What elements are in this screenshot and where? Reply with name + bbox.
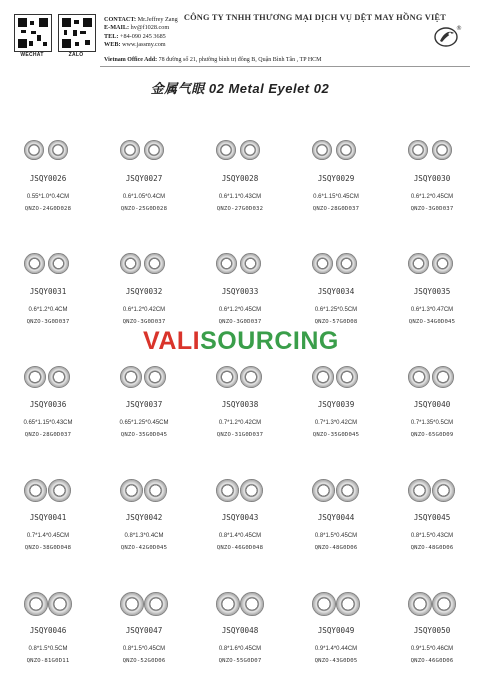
product-item[interactable] bbox=[96, 132, 192, 240]
product-ref: QNZO-25G0D028 bbox=[120, 206, 168, 212]
zalo-label: ZALO bbox=[68, 52, 84, 58]
product-ref: QNZO-43G0D05 bbox=[314, 658, 358, 664]
product-code: JSQY0039 bbox=[317, 400, 355, 409]
web-value[interactable]: www.jassmy.com bbox=[122, 41, 166, 49]
email-label: E-MAIL: bbox=[104, 24, 130, 32]
product-code: JSQY0037 bbox=[125, 400, 163, 409]
eyelet-image bbox=[192, 366, 288, 392]
product-code: JSQY0049 bbox=[317, 626, 355, 635]
product-ref: QNZO-31G0D037 bbox=[216, 432, 264, 438]
product-code: JSQY0045 bbox=[413, 513, 451, 522]
product-code: JSQY0034 bbox=[317, 287, 355, 296]
eyelet-back-icon bbox=[48, 366, 70, 388]
watermark-part2: SOURCING bbox=[200, 327, 339, 355]
product-item[interactable] bbox=[192, 584, 288, 692]
product-code: JSQY0030 bbox=[413, 174, 451, 183]
product-ref: QNZO-3G0D037 bbox=[218, 319, 262, 325]
watermark-part1: VALI bbox=[143, 327, 201, 355]
product-ref: QNZO-81G0D11 bbox=[26, 658, 70, 664]
product-size: 0.6*1.2*0.45CM bbox=[218, 307, 262, 313]
eyelet-image bbox=[96, 592, 192, 618]
eyelet-image bbox=[96, 479, 192, 505]
product-item[interactable] bbox=[384, 358, 480, 466]
product-code: JSQY0032 bbox=[125, 287, 163, 296]
eyelet-front-icon bbox=[120, 479, 143, 502]
product-code: JSQY0040 bbox=[413, 400, 451, 409]
product-item[interactable] bbox=[384, 245, 480, 353]
product-code: JSQY0029 bbox=[317, 174, 355, 183]
product-size: 0.8*1.5*0.45CM bbox=[122, 646, 166, 652]
product-code: JSQY0026 bbox=[29, 174, 67, 183]
product-code: JSQY0035 bbox=[413, 287, 451, 296]
product-size: 0.6*1.2*0.45CM bbox=[410, 194, 454, 200]
eyelet-front-icon bbox=[408, 366, 430, 388]
eyelet-back-icon bbox=[144, 479, 167, 502]
eyelet-image bbox=[96, 366, 192, 392]
office-address bbox=[104, 57, 322, 63]
product-code: JSQY0028 bbox=[221, 174, 259, 183]
eyelet-front-icon bbox=[120, 592, 144, 616]
product-item[interactable] bbox=[288, 245, 384, 353]
wechat-label: WECHAT bbox=[20, 52, 44, 58]
company-name: CÔNG TY TNHH THƯƠNG MẠI DỊCH VỤ DỆT MAY HỒNG VIỆT bbox=[183, 13, 446, 22]
eyelet-back-icon bbox=[240, 140, 260, 160]
eyelet-front-icon bbox=[120, 366, 142, 388]
eyelet-front-icon bbox=[408, 592, 432, 616]
eyelet-back-icon bbox=[336, 253, 357, 274]
header-divider bbox=[100, 66, 470, 67]
product-item[interactable] bbox=[0, 584, 96, 692]
product-code: JSQY0038 bbox=[221, 400, 259, 409]
eyelet-front-icon bbox=[216, 479, 239, 502]
eyelet-image bbox=[288, 592, 384, 618]
eyelet-front-icon bbox=[408, 253, 429, 274]
eyelet-front-icon bbox=[216, 366, 238, 388]
eyelet-front-icon bbox=[216, 140, 236, 160]
product-item[interactable] bbox=[0, 358, 96, 466]
registered-mark: ® bbox=[456, 25, 462, 32]
eyelet-front-icon bbox=[408, 140, 428, 160]
product-item[interactable] bbox=[288, 584, 384, 692]
product-ref: QNZO-24G0D028 bbox=[24, 206, 72, 212]
page-title: 金属气眼 02 Metal Eyelet 02 bbox=[150, 81, 330, 96]
eyelet-back-icon bbox=[144, 140, 164, 160]
eyelet-back-icon bbox=[432, 140, 452, 160]
product-size: 0.7*1.4*0.45CM bbox=[26, 533, 70, 539]
eyelet-image bbox=[0, 592, 96, 618]
product-size: 0.65*1.15*0.43CM bbox=[23, 420, 73, 426]
eyelet-back-icon bbox=[336, 592, 360, 616]
product-ref: QNZO-35G0D045 bbox=[120, 432, 168, 438]
office-label: Vietnam Office Add: bbox=[104, 57, 158, 63]
product-ref: QNZO-35G0D045 bbox=[312, 432, 360, 438]
eyelet-back-icon bbox=[48, 592, 72, 616]
product-size: 0.8*1.5*0.43CM bbox=[410, 533, 454, 539]
product-item[interactable] bbox=[288, 358, 384, 466]
product-size: 0.9*1.4*0.44CM bbox=[314, 646, 358, 652]
eyelet-image bbox=[192, 140, 288, 166]
product-item[interactable] bbox=[192, 471, 288, 579]
product-item[interactable] bbox=[96, 358, 192, 466]
eyelet-image bbox=[0, 140, 96, 166]
tel-value: +84-090 245 3685 bbox=[120, 32, 166, 40]
tel-label: TEL: bbox=[104, 32, 119, 40]
eyelet-image bbox=[0, 366, 96, 392]
product-code: JSQY0042 bbox=[125, 513, 163, 522]
product-code: JSQY0048 bbox=[221, 626, 259, 635]
eyelet-image bbox=[96, 140, 192, 166]
eyelet-front-icon bbox=[312, 253, 333, 274]
office-value: 78 đường số 21, phường bình trị đông B, Quận Bình Tân , TP HCM bbox=[158, 57, 322, 63]
product-item[interactable] bbox=[384, 584, 480, 692]
eyelet-front-icon bbox=[216, 592, 240, 616]
product-ref: QNZO-27G0D032 bbox=[216, 206, 264, 212]
eyelet-back-icon bbox=[336, 140, 356, 160]
eyelet-front-icon bbox=[120, 253, 141, 274]
eyelet-image bbox=[192, 253, 288, 279]
product-item[interactable] bbox=[192, 358, 288, 466]
product-ref: QNZO-65G0D09 bbox=[410, 432, 454, 438]
eyelet-back-icon bbox=[48, 479, 71, 502]
eyelet-front-icon bbox=[120, 140, 140, 160]
eyelet-back-icon bbox=[336, 479, 359, 502]
product-item[interactable] bbox=[192, 132, 288, 240]
eyelet-image bbox=[192, 479, 288, 505]
product-size: 0.65*1.25*0.45CM bbox=[119, 420, 169, 426]
eyelet-back-icon bbox=[432, 479, 455, 502]
company-logo-icon bbox=[434, 22, 462, 50]
eyelet-back-icon bbox=[336, 366, 358, 388]
product-ref: QNZO-52G0D06 bbox=[122, 658, 166, 664]
contact-name: Mr.Jeffrey Zang bbox=[137, 16, 178, 23]
product-size: 0.55*1.0*0.4CM bbox=[26, 194, 70, 200]
eyelet-back-icon bbox=[240, 366, 262, 388]
product-ref: QNZO-48G0D06 bbox=[410, 545, 454, 551]
product-ref: QNZO-3G0D037 bbox=[26, 319, 70, 325]
eyelet-image bbox=[288, 140, 384, 166]
product-size: 0.8*1.6*0.45CM bbox=[218, 646, 262, 652]
eyelet-front-icon bbox=[312, 479, 335, 502]
product-item[interactable] bbox=[96, 471, 192, 579]
eyelet-front-icon bbox=[24, 253, 45, 274]
eyelet-front-icon bbox=[312, 366, 334, 388]
product-code: JSQY0033 bbox=[221, 287, 259, 296]
product-code: JSQY0047 bbox=[125, 626, 163, 635]
eyelet-image bbox=[0, 479, 96, 505]
eyelet-image bbox=[384, 592, 480, 618]
email-value[interactable]: hv@f1028.com bbox=[130, 24, 170, 32]
product-ref: QNZO-46G0D06 bbox=[410, 658, 454, 664]
eyelet-back-icon bbox=[432, 253, 453, 274]
product-size: 0.7*1.2*0.42CM bbox=[218, 420, 262, 426]
eyelet-image bbox=[288, 253, 384, 279]
eyelet-back-icon bbox=[240, 592, 264, 616]
eyelet-image bbox=[192, 592, 288, 618]
eyelet-back-icon bbox=[144, 366, 166, 388]
eyelet-front-icon bbox=[24, 592, 48, 616]
product-code: JSQY0041 bbox=[29, 513, 67, 522]
product-item[interactable] bbox=[288, 132, 384, 240]
eyelet-back-icon bbox=[432, 366, 454, 388]
product-size: 0.6*1.2*0.4CM bbox=[28, 307, 68, 313]
product-size: 0.8*1.4*0.45CM bbox=[218, 533, 262, 539]
zalo-qr-code bbox=[58, 14, 96, 52]
product-size: 0.6*1.3*0.47CM bbox=[410, 307, 454, 313]
eyelet-back-icon bbox=[144, 592, 168, 616]
wechat-qr-code bbox=[14, 14, 52, 52]
product-size: 0.6*1.2*0.42CM bbox=[122, 307, 166, 313]
eyelet-back-icon bbox=[240, 253, 261, 274]
eyelet-back-icon bbox=[48, 253, 69, 274]
product-item[interactable] bbox=[96, 584, 192, 692]
eyelet-back-icon bbox=[240, 479, 263, 502]
product-code: JSQY0036 bbox=[29, 400, 67, 409]
product-size: 0.6*1.15*0.45CM bbox=[313, 194, 359, 200]
eyelet-image bbox=[384, 366, 480, 392]
eyelet-front-icon bbox=[312, 140, 332, 160]
eyelet-image bbox=[384, 253, 480, 279]
product-ref: QNZO-38G0D048 bbox=[24, 545, 72, 551]
eyelet-back-icon bbox=[432, 592, 456, 616]
product-ref: QNZO-57G0D08 bbox=[314, 319, 358, 325]
product-code: JSQY0031 bbox=[29, 287, 67, 296]
product-ref: QNZO-28G0D037 bbox=[24, 432, 72, 438]
product-item[interactable] bbox=[96, 245, 192, 353]
eyelet-image bbox=[288, 366, 384, 392]
product-code: JSQY0027 bbox=[125, 174, 163, 183]
product-size: 0.6*1.05*0.4CM bbox=[122, 194, 166, 200]
product-code: JSQY0046 bbox=[29, 626, 67, 635]
eyelet-front-icon bbox=[24, 140, 44, 160]
product-size: 0.8*1.5*0.5CM bbox=[28, 646, 68, 652]
eyelet-back-icon bbox=[48, 140, 68, 160]
web-label: WEB: bbox=[104, 41, 121, 49]
eyelet-image bbox=[0, 253, 96, 279]
eyelet-front-icon bbox=[24, 366, 46, 388]
product-size: 0.6*1.1*0.43CM bbox=[218, 194, 262, 200]
eyelet-image bbox=[96, 253, 192, 279]
eyelet-back-icon bbox=[144, 253, 165, 274]
product-item[interactable] bbox=[384, 132, 480, 240]
product-ref: QNZO-3G0D037 bbox=[410, 206, 454, 212]
product-item[interactable] bbox=[288, 471, 384, 579]
eyelet-image bbox=[288, 479, 384, 505]
eyelet-front-icon bbox=[24, 479, 47, 502]
product-ref: QNZO-55G0D07 bbox=[218, 658, 262, 664]
product-item[interactable] bbox=[384, 471, 480, 579]
product-ref: QNZO-34G0D045 bbox=[408, 319, 456, 325]
product-size: 0.6*1.25*0.5CM bbox=[314, 307, 358, 313]
product-code: JSQY0043 bbox=[221, 513, 259, 522]
product-size: 0.7*1.35*0.5CM bbox=[410, 420, 454, 426]
product-code: JSQY0050 bbox=[413, 626, 451, 635]
product-size: 0.8*1.5*0.45CM bbox=[314, 533, 358, 539]
product-size: 0.9*1.5*0.46CM bbox=[410, 646, 454, 652]
contact-label: CONTACT: bbox=[104, 16, 137, 23]
product-ref: QNZO-48G0D06 bbox=[314, 545, 358, 551]
product-ref: QNZO-3G0D037 bbox=[122, 319, 166, 325]
eyelet-front-icon bbox=[216, 253, 237, 274]
eyelet-image bbox=[384, 479, 480, 505]
product-item[interactable] bbox=[192, 245, 288, 353]
product-ref: QNZO-42G0D045 bbox=[120, 545, 168, 551]
product-ref: QNZO-46G0D048 bbox=[216, 545, 264, 551]
product-size: 0.7*1.3*0.42CM bbox=[314, 420, 358, 426]
eyelet-front-icon bbox=[312, 592, 336, 616]
product-item[interactable] bbox=[0, 245, 96, 353]
page-header bbox=[0, 0, 480, 70]
product-item[interactable] bbox=[0, 132, 96, 240]
contact-block bbox=[104, 16, 178, 50]
product-size: 0.8*1.3*0.4CM bbox=[124, 533, 164, 539]
eyelet-front-icon bbox=[408, 479, 431, 502]
eyelet-image bbox=[384, 140, 480, 166]
product-ref: QNZO-28G0D037 bbox=[312, 206, 360, 212]
product-item[interactable] bbox=[0, 471, 96, 579]
product-code: JSQY0044 bbox=[317, 513, 355, 522]
